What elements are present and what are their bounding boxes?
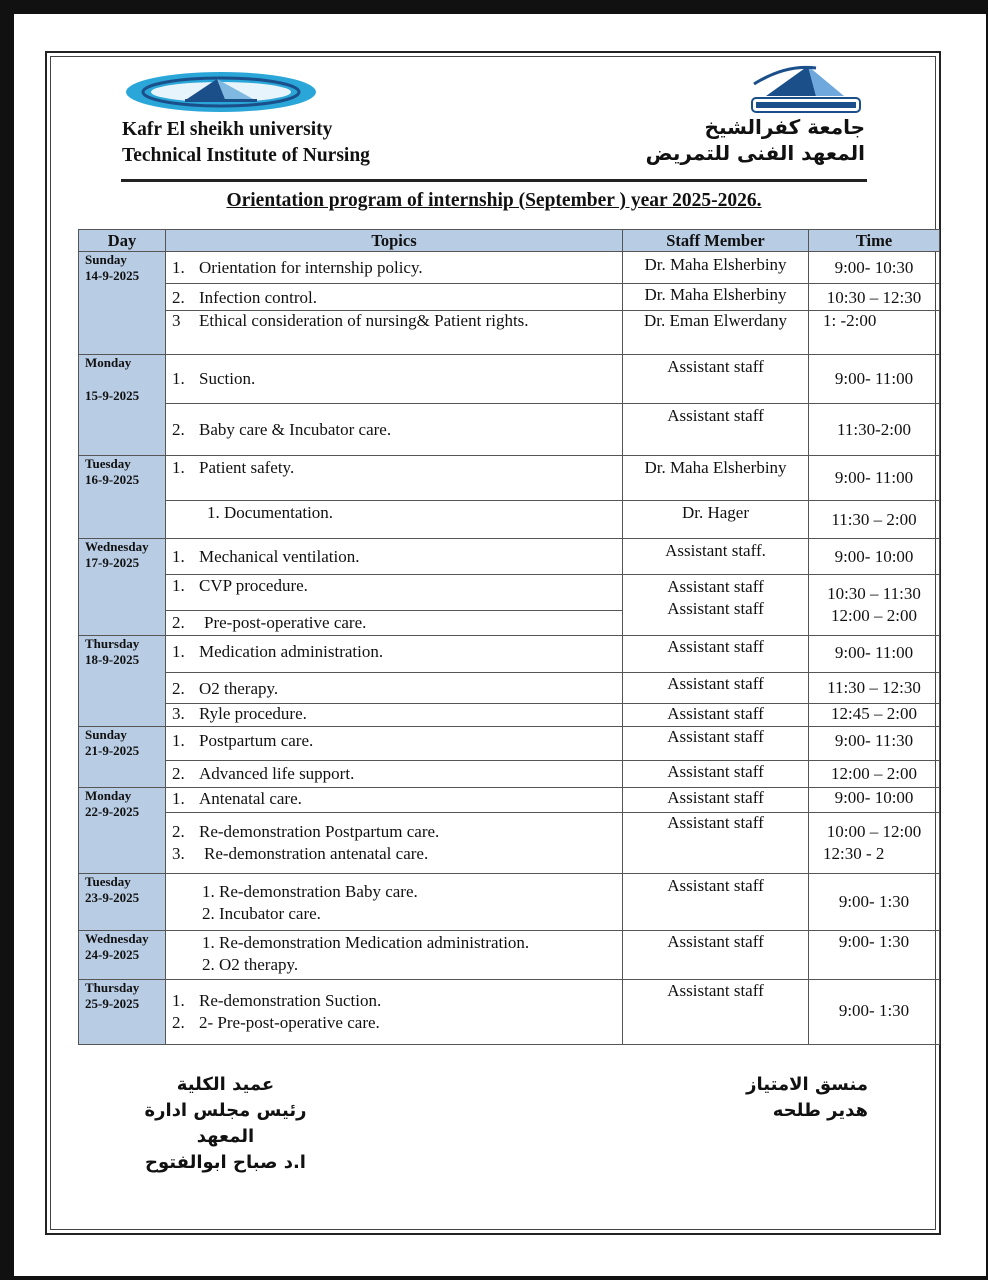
staff-cell: Dr. Maha Elsherbiny: [623, 456, 809, 501]
topic-cell: 1. Medication administration.: [166, 636, 623, 673]
staff-cell: Assistant staff: [623, 704, 809, 727]
institute-name-ar: المعهد الفنى للتمريض: [645, 141, 865, 165]
table-row: [79, 456, 940, 501]
time-cell: 9:00- 1:30: [809, 931, 940, 980]
staff-cell: Assistant staff: [623, 874, 809, 931]
column-header-topics: Topics: [166, 230, 623, 252]
topic-cell: 1. CVP procedure.: [166, 575, 623, 611]
staff-cell: Assistant staff Assistant staff: [623, 575, 809, 636]
university-name-ar: جامعة كفرالشيخ: [704, 115, 865, 139]
day-cell: Tuesday 23-9-2025: [79, 874, 166, 931]
page-title: Orientation program of internship (September ) year 2025-2026.: [226, 190, 762, 211]
topic-cell: 1. Antenatal care.: [166, 788, 623, 813]
university-logo: [746, 62, 864, 114]
day-cell: Tuesday 16-9-2025: [79, 456, 166, 539]
table-row: [79, 575, 940, 611]
time-cell: 12:00 – 2:00: [809, 761, 940, 788]
staff-cell: Assistant staff: [623, 727, 809, 761]
table-row: [79, 311, 940, 355]
staff-cell: Assistant staff: [623, 761, 809, 788]
header-divider: [121, 179, 867, 182]
time-cell: 9:00- 10:00: [809, 539, 940, 575]
time-cell: 9:00- 11:00: [809, 355, 940, 404]
topic-cell: 2. Infection control.: [166, 284, 623, 311]
column-header-day: Day: [79, 230, 166, 252]
staff-cell: Assistant staff: [623, 788, 809, 813]
table-row: [79, 704, 940, 727]
staff-cell: Assistant staff: [623, 636, 809, 673]
coordinator-name: هدير طلحه: [772, 1100, 868, 1121]
topic-cell: 2. O2 therapy.: [166, 673, 623, 704]
topic-cell: 2. Re-demonstration Postpartum care. 3. Re-demonstration antenatal care.: [166, 813, 623, 874]
topic-cell: 1. Mechanical ventilation.: [166, 539, 623, 575]
staff-cell: Assistant staff: [623, 355, 809, 404]
time-cell: 10:00 – 12:00 12:30 - 2: [809, 813, 940, 874]
institute-logo: [125, 71, 317, 113]
time-cell: 1: -2:00: [809, 311, 940, 355]
header-english: [122, 117, 370, 169]
topic-cell: 2. Baby care & Incubator care.: [166, 404, 623, 456]
topic-cell: 1. Suction.: [166, 355, 623, 404]
coordinator-signature-block: [746, 1072, 868, 1124]
topic-cell: 1. Patient safety.: [166, 456, 623, 501]
table-row: [79, 284, 940, 311]
coordinator-title: منسق الامتياز: [746, 1074, 868, 1095]
dean-title: عميد الكلية: [176, 1074, 275, 1095]
time-cell: 9:00- 10:30: [809, 252, 940, 284]
table-row: [79, 355, 940, 404]
table-row: [79, 727, 940, 761]
time-cell: 11:30-2:00: [809, 404, 940, 456]
day-cell: Wednesday 17-9-2025: [79, 539, 166, 636]
column-header-time: Time: [809, 230, 940, 252]
staff-cell: Dr. Maha Elsherbiny: [623, 284, 809, 311]
dean-signature-block: [118, 1072, 333, 1176]
time-cell: 9:00- 11:30: [809, 727, 940, 761]
institute-name: Technical Institute of Nursing: [122, 145, 370, 166]
header-arabic: [646, 114, 865, 166]
table-row: [79, 813, 940, 874]
table-header-row: [79, 230, 940, 252]
table-row: [79, 788, 940, 813]
board-chair-title: رئيس مجلس ادارة المعهد: [144, 1100, 307, 1147]
day-cell: Thursday 25-9-2025: [79, 980, 166, 1045]
time-cell: 9:00- 11:00: [809, 636, 940, 673]
topic-cell: 1. Re-demonstration Suction. 2. 2- Pre-post-operative care.: [166, 980, 623, 1045]
table-row: [79, 636, 940, 673]
staff-cell: Dr. Hager: [623, 501, 809, 539]
time-cell: 12:45 – 2:00: [809, 704, 940, 727]
time-cell: 9:00- 1:30: [809, 874, 940, 931]
table-row: [79, 874, 940, 931]
time-cell: 11:30 – 12:30: [809, 673, 940, 704]
column-header-staff: Staff Member: [623, 230, 809, 252]
day-cell: Thursday 18-9-2025: [79, 636, 166, 727]
day-cell: Sunday 21-9-2025: [79, 727, 166, 788]
time-cell: 10:30 – 11:30 12:00 – 2:00: [809, 575, 940, 636]
topic-cell: 1. Re-demonstration Baby care. 2. Incubator care.: [166, 874, 623, 931]
time-cell: 11:30 – 2:00: [809, 501, 940, 539]
staff-cell: Assistant staff: [623, 404, 809, 456]
staff-cell: Dr. Maha Elsherbiny: [623, 252, 809, 284]
staff-cell: Assistant staff: [623, 813, 809, 874]
staff-cell: Assistant staff: [623, 980, 809, 1045]
table-row: [79, 252, 940, 284]
table-row: [79, 980, 940, 1045]
time-cell: 10:30 – 12:30: [809, 284, 940, 311]
day-cell: Wednesday 24-9-2025: [79, 931, 166, 980]
table-row: [79, 539, 940, 575]
table-row: [79, 404, 940, 456]
schedule-table: [78, 229, 940, 1045]
topic-cell: 3 Ethical consideration of nursing& Patient rights.: [166, 311, 623, 355]
staff-cell: Assistant staff: [623, 673, 809, 704]
staff-cell: Assistant staff.: [623, 539, 809, 575]
topic-cell: 1. Postpartum care.: [166, 727, 623, 761]
table-row: [79, 931, 940, 980]
topic-cell: 1. Documentation.: [166, 501, 623, 539]
time-cell: 9:00- 1:30: [809, 980, 940, 1045]
topic-cell: 1. Orientation for internship policy.: [166, 252, 623, 284]
dean-name: ا.د صباح ابوالفتوح: [145, 1152, 306, 1173]
day-cell: Monday 22-9-2025: [79, 788, 166, 874]
topic-cell: 2. Pre-post-operative care.: [166, 611, 623, 636]
day-cell: Sunday 14-9-2025: [79, 252, 166, 355]
staff-cell: Dr. Eman Elwerdany: [623, 311, 809, 355]
day-cell: Monday 15-9-2025: [79, 355, 166, 456]
staff-cell: Assistant staff: [623, 931, 809, 980]
table-row: [79, 673, 940, 704]
topic-cell: 1. Re-demonstration Medication administration. 2. O2 therapy.: [166, 931, 623, 980]
table-row: [79, 761, 940, 788]
table-row: [79, 501, 940, 539]
topic-cell: 3. Ryle procedure.: [166, 704, 623, 727]
time-cell: 9:00- 11:00: [809, 456, 940, 501]
time-cell: 9:00- 10:00: [809, 788, 940, 813]
university-name: Kafr El sheikh university: [122, 119, 333, 140]
topic-cell: 2. Advanced life support.: [166, 761, 623, 788]
